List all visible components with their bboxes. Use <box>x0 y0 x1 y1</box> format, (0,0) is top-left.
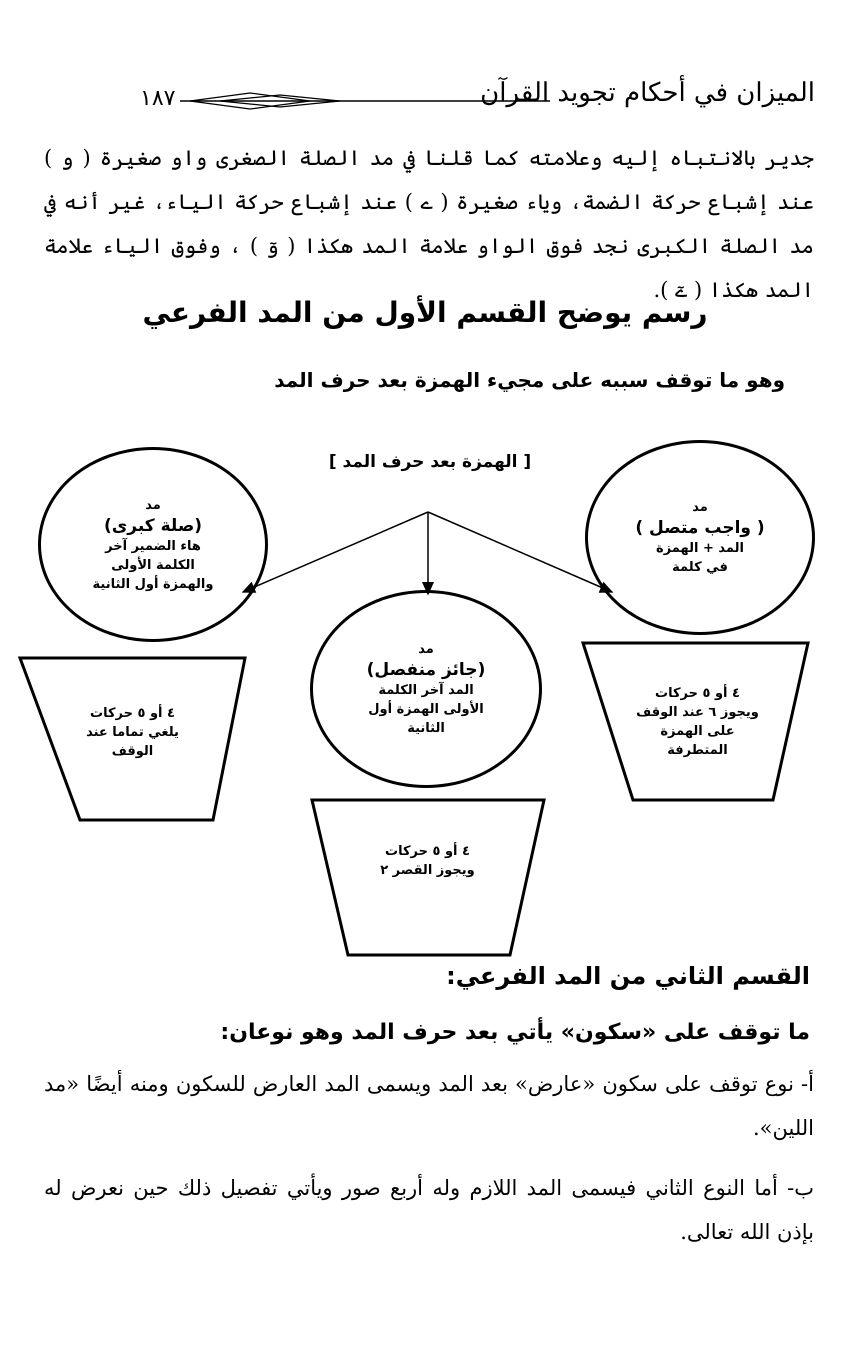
circle-line: هاء الضمير آخر <box>105 538 201 554</box>
section2-item-b: ب- أما النوع الثاني فيسمى المد اللازم وله أربع صور ويأتي تفصيل ذلك حين نعرض له بإذن الله تعالى. <box>44 1176 814 1244</box>
section2-item-a: أ- نوع توقف على سكون «عارض» بعد المد ويسمى المد العارض للسكون ومنه أيضًا «مد اللين». <box>44 1072 814 1140</box>
box-line: ويجوز ٦ عند الوقف <box>636 705 759 720</box>
circle-title: ( واجب متصل ) <box>635 518 765 538</box>
circle-line: المد + الهمزة <box>656 541 744 556</box>
circle-line: المد آخر الكلمة <box>378 683 474 698</box>
box-line: على الهمزة <box>660 724 735 739</box>
circle-label: مد <box>418 642 434 657</box>
page-number: ١٨٧ <box>140 86 176 111</box>
circle-jaiz-munfasil <box>310 590 542 788</box>
box-line: ٤ أو ٥ حركات <box>90 706 175 721</box>
box-line: يلغي تماما عند <box>86 725 179 740</box>
section2-lead: ما توقف على «سكون» يأتي بعد حرف المد وهو نوعان: <box>220 1020 810 1045</box>
book-title: الميزان في أحكام تجويد القرآن <box>480 78 815 108</box>
box-line: ويجوز القصر ٢ <box>380 863 475 878</box>
circle-line: في كلمة <box>672 560 728 575</box>
circle-wajib-muttasil <box>585 440 815 635</box>
box-sila-kubra <box>45 704 220 761</box>
box-line: الوقف <box>111 744 154 759</box>
section2-heading: القسم الثاني من المد الفرعي: <box>446 962 810 990</box>
circle-line: والهمزة أول الثانية <box>92 576 214 592</box>
box-wajib-muttasil <box>605 684 790 760</box>
circle-label: مد <box>145 497 161 513</box>
diagram-title: رسم يوضح القسم الأول من المد الفرعي <box>142 296 708 329</box>
circle-sila-kubra <box>38 447 268 642</box>
diagram-subtitle: وهو ما توقف سببه على مجيء الهمزة بعد حرف المد <box>274 368 785 392</box>
diagram-root-label: [ الهمزة بعد حرف المد ] <box>328 452 532 472</box>
box-line: ٤ أو ٥ حركات <box>655 686 740 701</box>
circle-line: الثانية <box>407 721 445 736</box>
circle-title: (جائز منفصل) <box>366 660 486 680</box>
box-line: ٤ أو ٥ حركات <box>385 844 470 859</box>
circle-line: الكلمة الأولى <box>111 557 195 573</box>
intro-paragraph: جدير بالانتباه إليه وعلامته كما قلنا في مد الصلة الصغرى واو صغيرة ( و ) عند إشباع حركة الضمة، وياء صغيرة ( ے ) عند إشباع حركة الياء، غير أنه في مد الصلة الكبرى نجد فوق الواو علامة المد هكذا ( وٓ ) ، وفوق الياء علامة المد هكذا ( ےٓ ). <box>44 146 814 302</box>
circle-line: الأولى الهمزة أول <box>368 702 484 717</box>
box-line: المتطرفة <box>667 743 728 758</box>
circle-label: مد <box>692 500 708 515</box>
circle-title: (صلة كبرى) <box>103 515 203 536</box>
box-jaiz-munfasil <box>335 842 520 880</box>
